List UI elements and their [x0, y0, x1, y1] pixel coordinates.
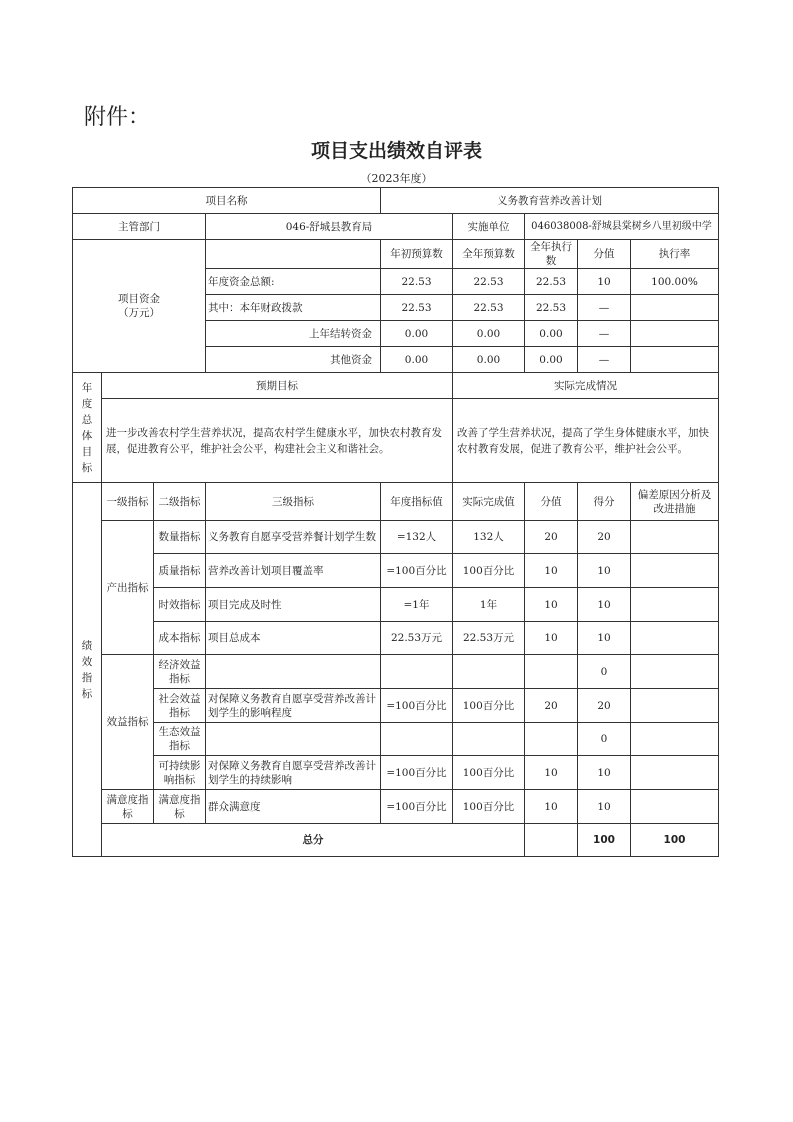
level2-label: 时效指标 — [154, 588, 206, 622]
funds-annual: 22.53 — [453, 269, 525, 295]
col-weight: 分值 — [525, 483, 578, 521]
weight-value — [525, 723, 578, 756]
report-year: （2023年度） — [360, 172, 433, 185]
actual-result-label: 实际完成情况 — [453, 373, 719, 399]
col-level1: 一级指标 — [102, 483, 154, 521]
funds-annual: 22.53 — [453, 295, 525, 321]
funds-annual: 0.00 — [453, 347, 525, 373]
funds-initial: 0.00 — [381, 321, 453, 347]
level3-label: 项目完成及时性 — [206, 588, 381, 622]
funds-executed: 22.53 — [525, 295, 578, 321]
funds-col-executed: 全年执行数 — [525, 240, 578, 269]
target-value — [381, 723, 453, 756]
col-target: 年度指标值 — [381, 483, 453, 521]
weight-value — [525, 655, 578, 689]
score-value: 0 — [578, 655, 631, 689]
target-value — [381, 655, 453, 689]
actual-value — [453, 723, 525, 756]
target-value: =132人 — [381, 521, 453, 554]
dept-label: 主管部门 — [73, 214, 206, 240]
funds-row-label: 年度资金总额: — [206, 269, 381, 295]
total-label: 总分 — [102, 824, 525, 857]
funds-executed: 0.00 — [525, 321, 578, 347]
benefit-indicator-label: 效益指标 — [102, 655, 154, 790]
actual-result-text: 改善了学生营养状况，提高了学生身体健康水平，加快农村教育发展，促进了教育公平，维护社会公平。 — [453, 399, 719, 483]
funds-initial: 22.53 — [381, 295, 453, 321]
funds-col-annual: 全年预算数 — [453, 240, 525, 269]
funds-row-label: 其中：本年财政拨款 — [206, 295, 381, 321]
level3-label — [206, 655, 381, 689]
target-value: =100百分比 — [381, 554, 453, 588]
level2-label: 满意度指标 — [154, 790, 206, 824]
total-score: 100 — [631, 824, 719, 857]
score-value: 0 — [578, 723, 631, 756]
weight-value: 20 — [525, 521, 578, 554]
reason-value — [631, 689, 719, 723]
reason-value — [631, 756, 719, 790]
actual-value: 22.53万元 — [453, 622, 525, 655]
level2-label: 质量指标 — [154, 554, 206, 588]
level2-label: 数量指标 — [154, 521, 206, 554]
weight-value: 20 — [525, 689, 578, 723]
reason-value — [631, 521, 719, 554]
score-value: 10 — [578, 790, 631, 824]
level2-label: 可持续影响指标 — [154, 756, 206, 790]
funds-executed: 0.00 — [525, 347, 578, 373]
funds-header-blank — [206, 240, 381, 269]
funds-initial: 0.00 — [381, 347, 453, 373]
weight-value: 10 — [525, 790, 578, 824]
col-reason: 偏差原因分析及改进措施 — [631, 483, 719, 521]
project-name: 义务教育营养改善计划 — [381, 188, 719, 214]
reason-value — [631, 723, 719, 756]
target-value: =1年 — [381, 588, 453, 622]
funds-rate: 100.00% — [631, 269, 719, 295]
actual-value — [453, 655, 525, 689]
level2-label: 经济效益指标 — [154, 655, 206, 689]
actual-value: 100百分比 — [453, 554, 525, 588]
reason-value — [631, 790, 719, 824]
funds-rate — [631, 321, 719, 347]
funds-row-label: 其他资金 — [206, 347, 381, 373]
level3-label: 群众满意度 — [206, 790, 381, 824]
score-value: 20 — [578, 689, 631, 723]
output-indicator-label: 产出指标 — [102, 521, 154, 655]
level3-label — [206, 723, 381, 756]
total-weight: 100 — [578, 824, 631, 857]
target-value: 22.53万元 — [381, 622, 453, 655]
target-value: =100百分比 — [381, 756, 453, 790]
funds-row-label: 上年结转资金 — [206, 321, 381, 347]
actual-value: 100百分比 — [453, 790, 525, 824]
reason-value — [631, 655, 719, 689]
target-value: =100百分比 — [381, 689, 453, 723]
score-value: 10 — [578, 756, 631, 790]
page-title: 项目支出绩效自评表 — [310, 140, 482, 162]
col-actual: 实际完成值 — [453, 483, 525, 521]
score-value: 10 — [578, 622, 631, 655]
expected-goal-label: 预期目标 — [102, 373, 453, 399]
level2-label: 社会效益指标 — [154, 689, 206, 723]
actual-value: 132人 — [453, 521, 525, 554]
score-value: 20 — [578, 521, 631, 554]
col-level3: 三级指标 — [206, 483, 381, 521]
weight-value: 10 — [525, 756, 578, 790]
reason-value — [631, 588, 719, 622]
unit-label: 实施单位 — [453, 214, 525, 240]
goals-side-label: 年度总体目标 — [73, 373, 102, 483]
project-name-label: 项目名称 — [73, 188, 381, 214]
funds-weight: 10 — [578, 269, 631, 295]
target-value: =100百分比 — [381, 790, 453, 824]
level3-label: 对保障义务教育自愿享受营养改善计划学生的持续影响 — [206, 756, 381, 790]
actual-value: 100百分比 — [453, 689, 525, 723]
weight-value: 10 — [525, 588, 578, 622]
actual-value: 100百分比 — [453, 756, 525, 790]
indicators-side-label: 绩效指标 — [73, 483, 102, 857]
funds-weight: — — [578, 295, 631, 321]
dept-value: 046-舒城县教育局 — [206, 214, 453, 240]
weight-value: 10 — [525, 554, 578, 588]
funds-annual: 0.00 — [453, 321, 525, 347]
total-blank — [525, 824, 578, 857]
col-score: 得分 — [578, 483, 631, 521]
score-value: 10 — [578, 588, 631, 622]
level2-label: 成本指标 — [154, 622, 206, 655]
funds-col-weight: 分值 — [578, 240, 631, 269]
self-evaluation-table — [72, 187, 719, 857]
funds-executed: 22.53 — [525, 269, 578, 295]
actual-value: 1年 — [453, 588, 525, 622]
funds-col-rate: 执行率 — [631, 240, 719, 269]
col-level2: 二级指标 — [154, 483, 206, 521]
level3-label: 义务教育自愿享受营养餐计划学生数 — [206, 521, 381, 554]
funds-rate — [631, 347, 719, 373]
funds-weight: — — [578, 321, 631, 347]
score-value: 10 — [578, 554, 631, 588]
funds-initial: 22.53 — [381, 269, 453, 295]
expected-goal-text: 进一步改善农村学生营养状况，提高农村学生健康水平，加快农村教育发展，促进教育公平，维护社会公平，构建社会主义和谐社会。 — [102, 399, 453, 483]
funds-col-initial: 年初预算数 — [381, 240, 453, 269]
unit-value: 046038008-舒城县棠树乡八里初级中学 — [525, 214, 719, 240]
reason-value — [631, 554, 719, 588]
funds-weight: — — [578, 347, 631, 373]
level2-label: 生态效益指标 — [154, 723, 206, 756]
reason-value — [631, 622, 719, 655]
attachment-label: 附件： — [84, 105, 151, 130]
level3-label: 对保障义务教育自愿享受营养改善计划学生的影响程度 — [206, 689, 381, 723]
funds-label: 项目资金 （万元） — [73, 240, 206, 373]
level3-label: 项目总成本 — [206, 622, 381, 655]
funds-rate — [631, 295, 719, 321]
level3-label: 营养改善计划项目覆盖率 — [206, 554, 381, 588]
satisfaction-indicator-label: 满意度指标 — [102, 790, 154, 824]
weight-value: 10 — [525, 622, 578, 655]
